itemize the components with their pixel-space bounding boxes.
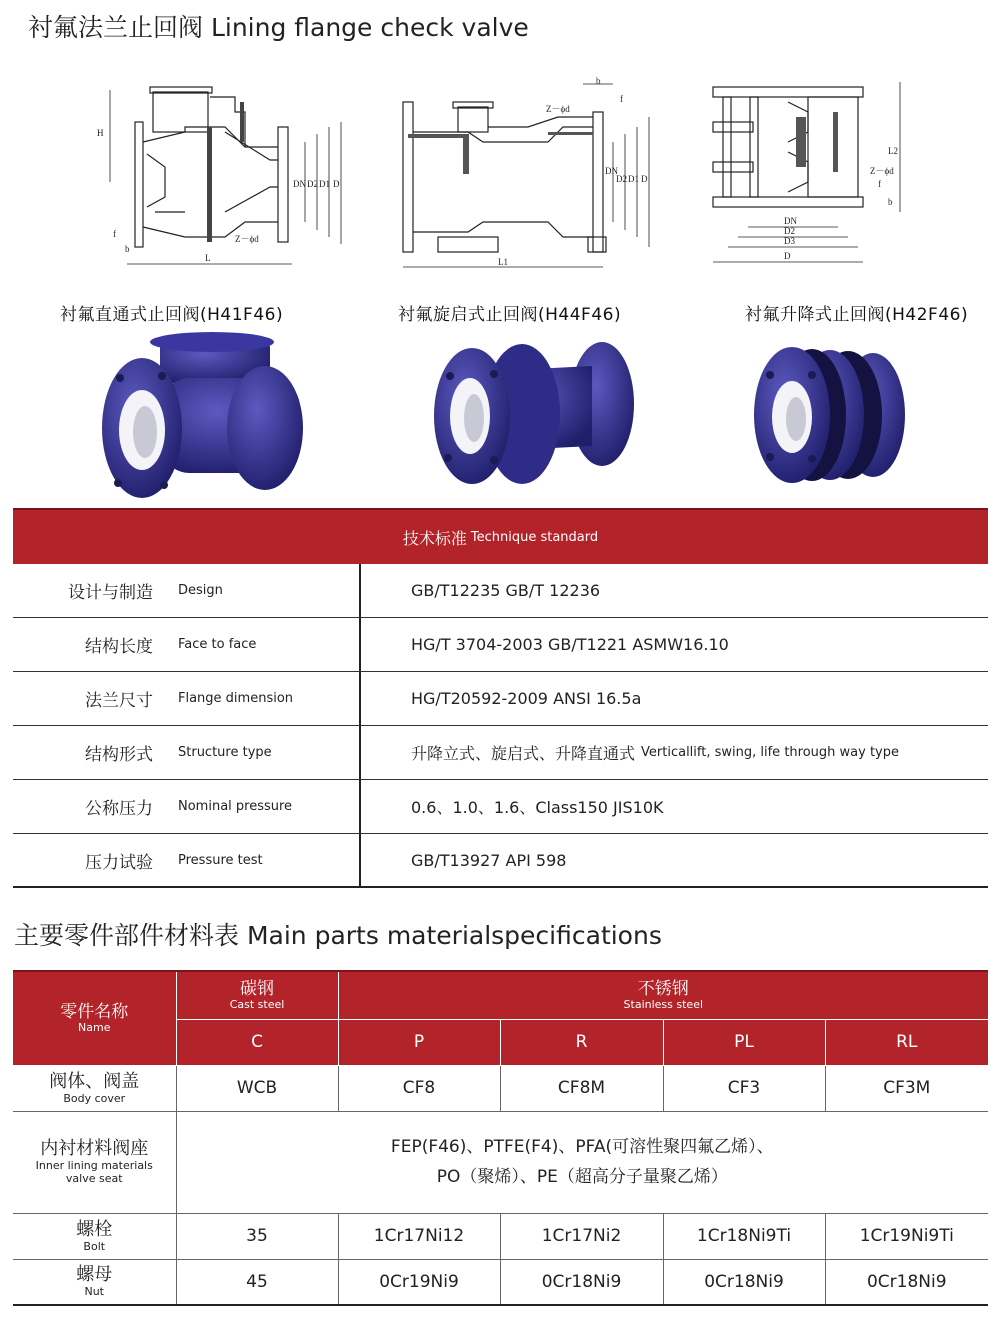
label-zd: Z－ϕd [546, 104, 570, 114]
label-dn: DN [784, 216, 797, 226]
header-cast-steel [176, 971, 338, 1019]
material-cell: CF3M [825, 1065, 988, 1111]
header-cast-steel-cn: 碳钢 [240, 978, 274, 999]
header-code: RL [825, 1019, 988, 1065]
tech-label-en: Nominal pressure [178, 799, 293, 814]
material-cell: CF3 [663, 1065, 825, 1111]
part-name [13, 1213, 176, 1259]
material-cell: 0Cr18Ni9 [500, 1259, 663, 1305]
part-name-cn: 螺母 [76, 1264, 113, 1286]
tech-row [13, 780, 988, 834]
lining-materials [176, 1111, 988, 1213]
tech-standard-table [13, 508, 988, 888]
header-name [13, 971, 176, 1065]
tech-label-cn: 公称压力 [85, 799, 153, 819]
drawing-lift-check-valve [708, 72, 908, 272]
part-name-cn: 螺栓 [76, 1218, 113, 1240]
material-cell: 35 [176, 1213, 338, 1259]
label-dn: DN [293, 179, 306, 189]
materials-table [13, 970, 988, 1306]
header-stainless-cn: 不锈钢 [637, 978, 689, 999]
header-name-en: Name [78, 1020, 111, 1034]
material-cell: CF8M [500, 1065, 663, 1111]
label-h: H [97, 128, 104, 138]
label-b: b [888, 197, 893, 207]
label-d: D [333, 179, 340, 189]
label-d3: D3 [784, 236, 795, 246]
label-d1: D1 [628, 174, 639, 184]
drawing-swing-check-valve [398, 72, 658, 272]
label-d1: D1 [319, 179, 330, 189]
photo-straight-check-valve [100, 328, 310, 503]
material-cell: WCB [176, 1065, 338, 1111]
lining-name-cn: 内衬材料阀座 [40, 1138, 149, 1159]
material-cell: 1Cr17Ni2 [500, 1213, 663, 1259]
material-cell: 0Cr18Ni9 [825, 1259, 988, 1305]
part-name-en: Nut [84, 1285, 104, 1299]
label-l: L [205, 253, 211, 263]
header-code: PL [663, 1019, 825, 1065]
tech-label-cn: 结构长度 [85, 637, 153, 657]
header-code: P [338, 1019, 500, 1065]
material-cell: 1Cr17Ni12 [338, 1213, 500, 1259]
part-name [13, 1111, 176, 1213]
part-name-cn: 阀体、阀盖 [49, 1070, 140, 1092]
material-cell: 0Cr19Ni9 [338, 1259, 500, 1305]
lining-name-en: Inner lining materials [35, 1159, 153, 1172]
header-code: C [176, 1019, 338, 1065]
material-cell: 1Cr19Ni9Ti [825, 1213, 988, 1259]
tech-header-cn: 技术标准 [402, 528, 467, 548]
tech-label-en: Flange dimension [178, 691, 294, 706]
header-name-cn: 零件名称 [60, 1001, 129, 1022]
label-l1: L1 [498, 257, 508, 267]
part-name [13, 1065, 176, 1111]
tech-value: GB/T13927 API 598 [411, 850, 567, 870]
caption-h44f46: 衬氟旋启式止回阀(H44F46) [398, 305, 622, 325]
label-d2: D2 [784, 226, 795, 236]
caption-h41f46: 衬氟直通式止回阀(H41F46) [60, 305, 284, 325]
material-cell: 45 [176, 1259, 338, 1305]
tech-value: HG/T20592-2009 ANSI 16.5a [411, 689, 642, 708]
tech-standard-header [13, 508, 988, 564]
tech-row [13, 834, 988, 888]
tech-label-en: Design [178, 583, 223, 598]
label-dn: DN [605, 166, 618, 176]
label-f: f [113, 229, 116, 239]
label-f: f [620, 94, 623, 104]
photo-lift-check-valve [748, 345, 918, 485]
lining-line-2: PO（聚烯）、PE（超高分子量聚乙烯） [436, 1167, 728, 1187]
tech-row [13, 618, 988, 672]
tech-label-cn: 设计与制造 [68, 583, 153, 603]
tech-value: 0.6、1.0、1.6、Class150 JIS10K [411, 798, 664, 817]
label-d2: D2 [616, 174, 627, 184]
material-cell: CF8 [338, 1065, 500, 1111]
lining-line-1: FEP(F46)、PTFE(F4)、PFA(可溶性聚四氟乙烯）、 [390, 1137, 774, 1157]
label-b: b [125, 244, 130, 254]
part-name [13, 1259, 176, 1305]
label-b: b [596, 76, 601, 86]
tech-value: 升降立式、旋启式、升降直通式 [411, 744, 636, 763]
label-d2: D2 [307, 179, 318, 189]
photo-swing-check-valve [432, 336, 637, 486]
drawing-straight-check-valve [95, 72, 355, 272]
header-code: R [500, 1019, 663, 1065]
caption-h42f46: 衬氟升降式止回阀(H42F46) [745, 305, 969, 325]
part-name-en: Body cover [63, 1091, 126, 1105]
tech-value: GB/T12235 GB/T 12236 [411, 581, 601, 600]
label-l2: L2 [888, 146, 898, 156]
header-cast-steel-en: Cast steel [229, 997, 285, 1011]
tech-label-cn: 结构形式 [85, 745, 153, 765]
table-row [13, 1259, 988, 1305]
table-row [13, 1111, 988, 1213]
tech-label-cn: 法兰尺寸 [85, 691, 153, 711]
table-row [13, 1213, 988, 1259]
materials-title: 主要零件部件材料表 Main parts materialspecifications [14, 921, 662, 950]
tech-label-en: Structure type [178, 745, 272, 760]
header-stainless-steel [338, 971, 988, 1019]
lining-name-en2: valve seat [65, 1172, 123, 1185]
part-name-en: Bolt [83, 1239, 106, 1253]
label-zd: Z－ϕd [235, 234, 259, 244]
label-d: D [784, 251, 791, 261]
tech-header-en: Technique standard [470, 529, 599, 545]
label-f: f [878, 179, 881, 189]
table-row [13, 1065, 988, 1111]
tech-row [13, 726, 988, 780]
header-stainless-en: Stainless steel [623, 997, 704, 1011]
tech-row [13, 564, 988, 618]
tech-row [13, 672, 988, 726]
tech-label-en: Face to face [178, 637, 257, 652]
label-d: D [641, 174, 648, 184]
page-title: 衬氟法兰止回阀 Lining flange check valve [28, 13, 529, 42]
tech-value: HG/T 3704-2003 GB/T1221 ASMW16.10 [411, 635, 729, 654]
label-zd: Z－ϕd [870, 166, 894, 176]
tech-value-en: Verticallift, swing, life through way type [641, 745, 899, 760]
tech-label-en: Pressure test [178, 852, 263, 868]
material-cell: 0Cr18Ni9 [663, 1259, 825, 1305]
tech-label-cn: 压力试验 [85, 852, 153, 873]
material-cell: 1Cr18Ni9Ti [663, 1213, 825, 1259]
